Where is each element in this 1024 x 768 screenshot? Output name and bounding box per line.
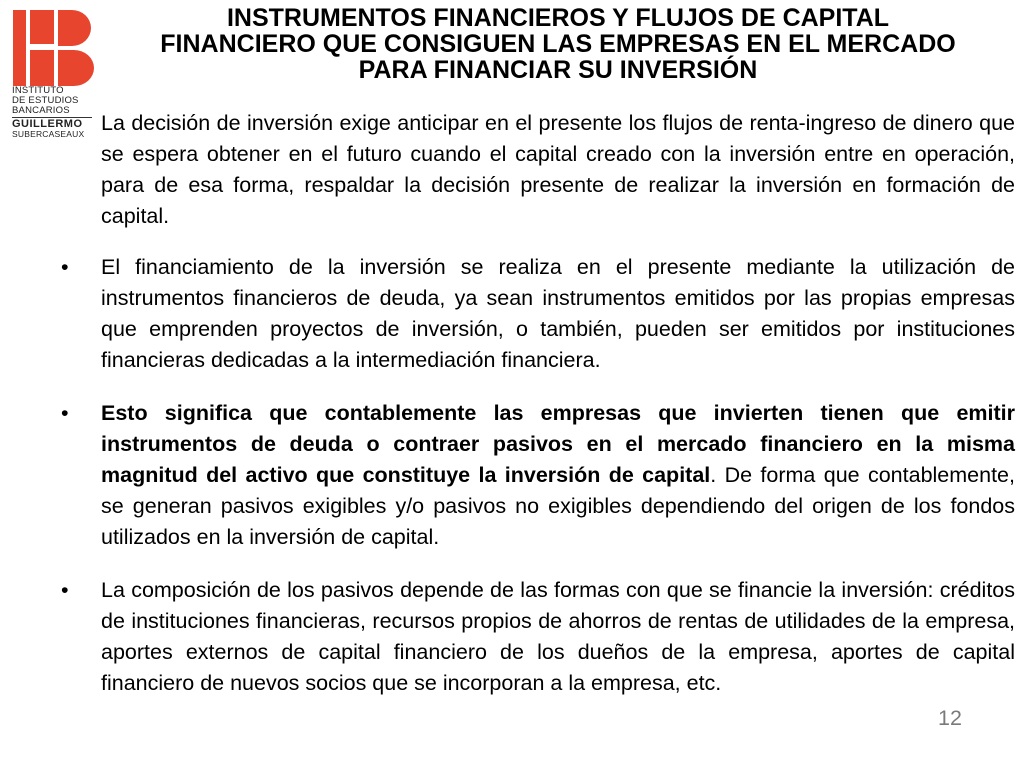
paragraph-3 xyxy=(55,398,1015,553)
bullet-2: • xyxy=(61,255,69,279)
bullet-4: • xyxy=(61,578,69,602)
logo-block-bottom xyxy=(30,50,54,86)
title-line-2: FINANCIERO QUE CONSIGUEN LAS EMPRESAS EN EL MERCADO xyxy=(160,30,956,58)
logo-line-3: BANCARIOS xyxy=(12,105,70,116)
paragraph-1 xyxy=(55,108,1015,232)
logo-block-top xyxy=(30,10,54,44)
logo-line-1: INSTITUTO xyxy=(12,85,64,96)
paragraph-1-text: La decisión de inversión exige anticipar en el presente los flujos de renta-ingreso de dinero que se espera obtener en el futuro cuando el capital creado con la inversión entre en operación, para de esa forma, respaldar la decisión presente de realizar la inversión en formación de capital. xyxy=(101,111,1015,228)
slide-body xyxy=(55,108,1015,721)
bullet-3: • xyxy=(61,401,69,425)
paragraph-3-rest-text: . De forma que contablemente, se generan pasivos exigibles y/o pasivos no exigibles dependiendo del origen de los fondos utilizados en la inversión de capital. xyxy=(101,463,1015,549)
page-number: 12 xyxy=(938,706,962,730)
logo-line-4: GUILLERMO xyxy=(12,118,83,130)
paragraph-3-bold-text: Esto significa que contablemente las empresas que invierten tienen que emitir instrumentos de deuda o contraer pasivos en el mercado financiero en la misma magnitud del activo que constituye la inversión de capital xyxy=(101,401,1015,487)
title-line-1: INSTRUMENTOS FINANCIEROS Y FLUJOS DE CAPITAL xyxy=(226,4,890,32)
logo-bar-left xyxy=(13,10,26,86)
logo-line-2: DE ESTUDIOS xyxy=(12,95,79,106)
paragraph-4 xyxy=(55,575,1015,699)
paragraph-4-text: La composición de los pasivos depende de las formas con que se financie la inversión: créditos de instituciones financieras, recursos propios de ahorros de rentas de utilidades de la empresa, aportes externos de capital financiero de los dueños de la empresa, aportes de capital financiero de nuevos socios que se incorporan a la empresa, etc. xyxy=(101,578,1015,695)
title-line-3: PARA FINANCIAR SU INVERSIÓN xyxy=(358,56,758,84)
logo-line-5: SUBERCASEAUX xyxy=(12,129,85,139)
slide-title xyxy=(100,5,1016,83)
paragraph-2-text: El financiamiento de la inversión se realiza en el presente mediante la utilización de instrumentos financieros de deuda, ya sean instrumentos emitidos por las propias empresas que emprenden proyectos de inversión, o también, pueden ser emitidos por instituciones financieras dedicadas a la intermediación financiera. xyxy=(101,255,1015,372)
logo-b-shape xyxy=(58,10,94,86)
paragraph-2 xyxy=(55,252,1015,376)
